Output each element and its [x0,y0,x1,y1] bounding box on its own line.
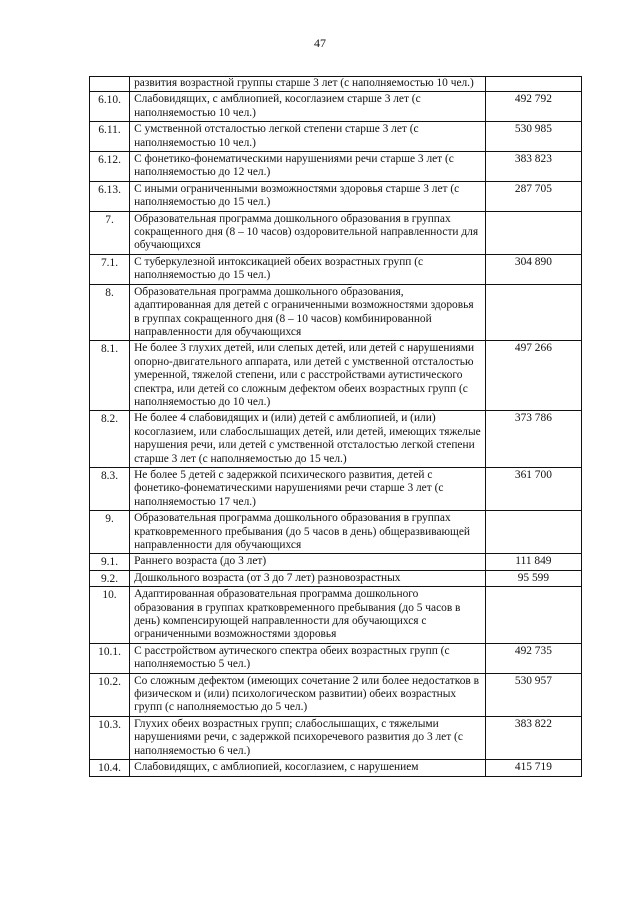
row-number: 10. [90,587,130,644]
row-description: С иными ограниченными возможностями здоровья старше 3 лет (с наполняемостью до 15 чел.) [130,181,486,211]
row-amount: 383 823 [485,152,581,182]
row-number: 8. [90,284,130,341]
table-row [90,673,582,716]
table-row [90,467,582,510]
row-description: развития возрастной группы старше 3 лет (с наполняемостью 10 чел.) [130,77,486,92]
row-amount [485,211,581,254]
row-number [90,77,130,92]
row-number: 10.3. [90,716,130,759]
row-amount: 304 890 [485,254,581,284]
table-row [90,716,582,759]
row-amount: 530 985 [485,122,581,152]
row-description: Не более 3 глухих детей, или слепых детей, или детей с нарушениями опорно-двигательного аппарата, или детей с умственной отсталостью умеренной, тяжелой степени, или с расстройствами аутистического спектра, или детей со сложным дефектом обеих возрастных групп (с наполняемостью до 10 чел.) [130,341,486,411]
row-amount: 383 822 [485,716,581,759]
row-amount: 415 719 [485,760,581,776]
row-description: С расстройством аутического спектра обеих возрастных групп (с наполняемостью 5 чел.) [130,643,486,673]
row-amount [485,511,581,554]
row-description: Образовательная программа дошкольного образования в группах сокращенного дня (8 – 10 часов) оздоровительной направленности для обучающихся [130,211,486,254]
row-amount: 373 786 [485,411,581,468]
table-row [90,122,582,152]
table-row [90,554,582,570]
row-description: Со сложным дефектом (имеющих сочетание 2 или более недостатков в физическом и (или) психологическом развитии) обеих возрастных групп (с наполняемостью до 5 чел.) [130,673,486,716]
row-amount: 95 599 [485,570,581,586]
row-amount [485,284,581,341]
row-number: 6.10. [90,92,130,122]
row-description: С туберкулезной интоксикацией обеих возрастных групп (с наполняемостью до 15 чел.) [130,254,486,284]
row-amount [485,587,581,644]
tariff-table [89,76,582,777]
table-row [90,341,582,411]
row-amount: 361 700 [485,467,581,510]
row-description: Адаптированная образовательная программа дошкольного образования в группах кратковременного пребывания (до 5 часов в день) компенсирующей направленности для обучающихся с ограниченными возможностями здоровья [130,587,486,644]
table-body [90,77,582,777]
table-row [90,511,582,554]
row-amount: 530 957 [485,673,581,716]
row-amount: 492 735 [485,643,581,673]
row-number: 6.11. [90,122,130,152]
row-description: Слабовидящих, с амблиопией, косоглазием старше 3 лет (с наполняемостью 10 чел.) [130,92,486,122]
row-number: 8.3. [90,467,130,510]
row-number: 10.4. [90,760,130,776]
table-row [90,411,582,468]
row-description: Глухих обеих возрастных групп; слабослышащих, с тяжелыми нарушениями речи, с задержкой психоречевого развития до 3 лет (с наполняемостью 6 чел.) [130,716,486,759]
row-description: Дошкольного возраста (от 3 до 7 лет) разновозрастных [130,570,486,586]
row-description: Слабовидящих, с амблиопией, косоглазием, с нарушением [130,760,486,776]
table-row [90,181,582,211]
row-description: С фонетико-фонематическими нарушениями речи старше 3 лет (с наполняемостью до 12 чел.) [130,152,486,182]
table-row [90,587,582,644]
row-description: Образовательная программа дошкольного образования в группах кратковременного пребывания (до 5 часов в день) общеразвивающей направленности для обучающихся [130,511,486,554]
table-row [90,760,582,776]
row-amount: 497 266 [485,341,581,411]
row-amount [485,77,581,92]
row-number: 10.2. [90,673,130,716]
table-row [90,570,582,586]
row-number: 7. [90,211,130,254]
table-row [90,77,582,92]
row-number: 8.1. [90,341,130,411]
row-number: 7.1. [90,254,130,284]
row-amount: 287 705 [485,181,581,211]
table-row [90,152,582,182]
table-row [90,284,582,341]
table-row [90,254,582,284]
row-number: 9.2. [90,570,130,586]
row-description: Не более 4 слабовидящих и (или) детей с амблиопией, и (или) косоглазием, или слабослышащих детей, или детей, имеющих тяжелые нарушения речи, или детей с умственной отсталостью легкой степени старше 3 лет (с наполняемостью до 15 чел.) [130,411,486,468]
row-description: Не более 5 детей с задержкой психического развития, детей с фонетико-фонематическими нарушениями речи старше 3 лет (с наполняемостью 17 чел.) [130,467,486,510]
row-amount: 111 849 [485,554,581,570]
row-number: 6.13. [90,181,130,211]
row-description: Образовательная программа дошкольного образования, адаптированная для детей с ограниченными возможностями здоровья в группах сокращенного дня (8 – 10 часов) комбинированной направленности для обучающихся [130,284,486,341]
row-description: С умственной отсталостью легкой степени старше 3 лет (с наполняемостью 10 чел.) [130,122,486,152]
row-number: 9.1. [90,554,130,570]
table-row [90,92,582,122]
table-row [90,211,582,254]
row-number: 9. [90,511,130,554]
row-amount: 492 792 [485,92,581,122]
row-description: Раннего возраста (до 3 лет) [130,554,486,570]
row-number: 10.1. [90,643,130,673]
row-number: 6.12. [90,152,130,182]
table-row [90,643,582,673]
page-number: 47 [314,36,326,50]
row-number: 8.2. [90,411,130,468]
